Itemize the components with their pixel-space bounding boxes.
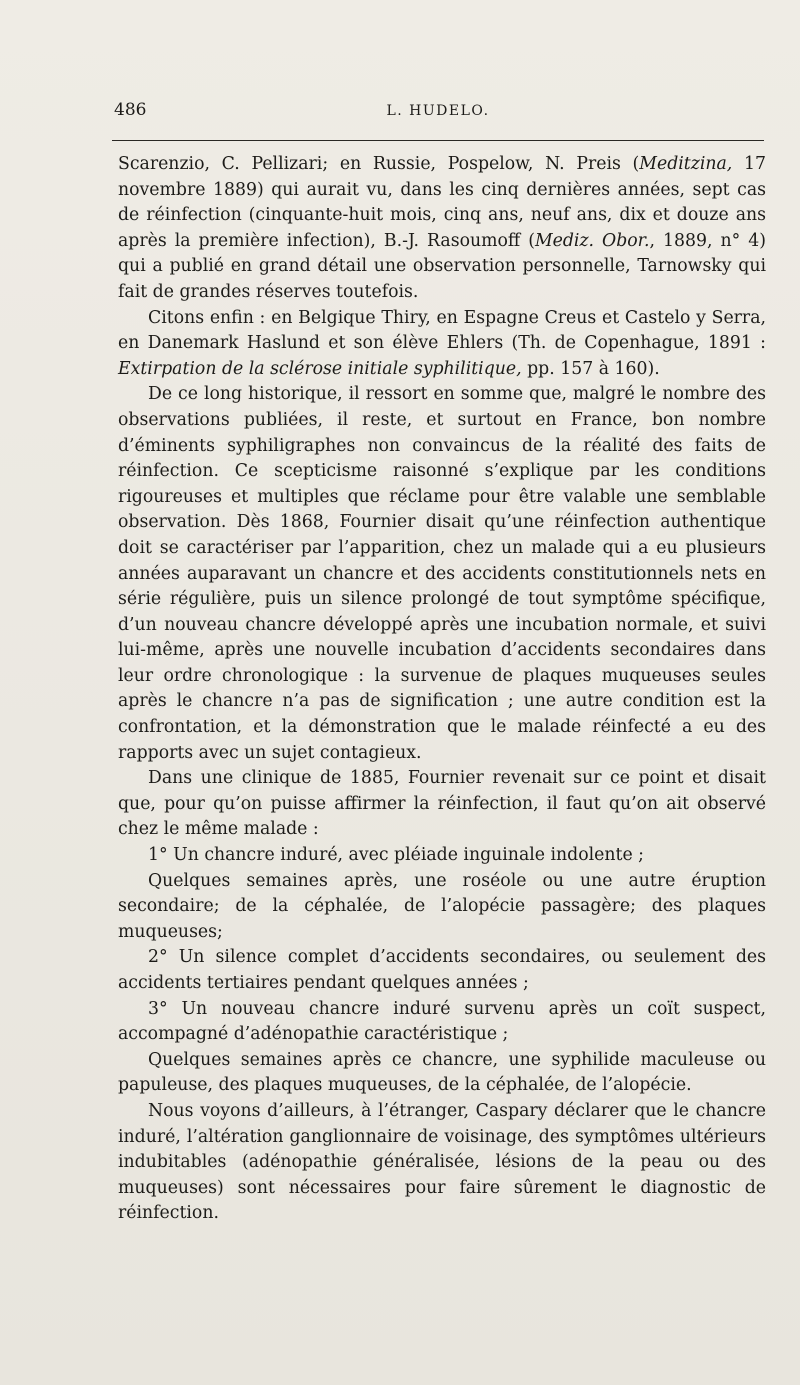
text-run: , 1889, n° 4) qui a publié en grand détail une observation personnelle, Tarnowsky qui fait de grandes réserves toutefois.	[118, 230, 766, 302]
journal-title: Mediz. Obor.	[534, 230, 650, 251]
paragraph: Dans une clinique de 1885, Fournier revenait sur ce point et disait que, pour qu’on puisse affirmer la réinfection, il faut qu’on ait observé chez le même malade :	[118, 768, 766, 840]
header-rule	[112, 140, 764, 141]
list-item: 1° Un chancre induré, avec pléiade inguinale indolente ;	[148, 845, 644, 866]
list-item: 3° Un nouveau chancre induré survenu après un coït suspect, accompagné d’adénopathie caractéristique ;	[118, 998, 766, 1045]
paragraph	[118, 306, 766, 383]
paragraph: Nous voyons d’ailleurs, à l’étranger, Caspary déclarer que le chancre induré, l’altération ganglionnaire de voisinage, des symptômes ultérieurs indubitables (adénopathie généralisée, lésions de la peau ou des muqueuses) sont nécessaires pour faire sûrement le diagnostic de réinfection.	[118, 1100, 766, 1224]
paragraph: Quelques semaines après, une roséole ou une autre éruption secondaire; de la céphalée, de l’alopécie passagère; des plaques muqueuses;	[118, 870, 766, 942]
text-run: 17 novembre 1889) qui aurait vu, dans les cinq dernières années, sept cas de réinfection (cinquante-huit mois, cinq ans, neuf ans, dix et douze ans après la première infection), B.-J. Rasoumoff (	[118, 154, 766, 251]
paragraph: Quelques semaines après ce chancre, une syphilide maculeuse ou papuleuse, des plaques muqueuses, de la céphalée, de l’alopécie.	[118, 1049, 766, 1096]
paragraph: De ce long historique, il ressort en somme que, malgré le nombre des observations publiées, il reste, et surtout en France, bon nombre d’éminents syphiligraphes non convaincus de la réalité des faits de réinfection. Ce scepticisme raisonné s’explique par les conditions rigoureuses et multiples que réclame pour être valable une semblable observation. Dès 1868, Fournier disait qu’une réinfection authentique doit se caractériser par l’apparition, chez un malade qui a eu plusieurs années auparavant un chancre et des accidents constitutionnels nets en série régulière, puis un silence prolongé de tout symptôme spécifique, d’un nouveau chancre développé après une incubation normale, et suivi lui-même, après une nouvelle incubation d’accidents secondaires dans leur ordre chronologique : la survenue de plaques muqueuses seules après le chancre n’a pas de signification ; une autre condition est la confrontation, et la démonstration que le malade réinfecté a eu des rapports avec un sujet contagieux.	[118, 384, 766, 763]
text-run: pp. 157 à 160).	[521, 358, 660, 379]
page-header	[114, 100, 762, 130]
page-number: 486	[114, 100, 147, 120]
text-run: Citons enfin : en Belgique Thiry, en Espagne Creus et Castelo y Serra, en Danemark Haslund et son élève Ehlers (Th. de Copenhague, 1891 :	[118, 307, 766, 354]
work-title: Extirpation de la sclérose initiale syphilitique,	[118, 358, 522, 379]
body-text	[118, 152, 766, 1227]
journal-title: Meditzina,	[639, 154, 733, 174]
list-item: 2° Un silence complet d’accidents secondaires, ou seulement des accidents tertiaires pendant quelques années ;	[118, 947, 766, 993]
text-run: Scarenzio, C. Pellizari; en Russie, Pospelow, N. Preis (	[118, 154, 640, 174]
paragraph	[118, 152, 766, 306]
running-head: L. HUDELO.	[386, 103, 490, 119]
